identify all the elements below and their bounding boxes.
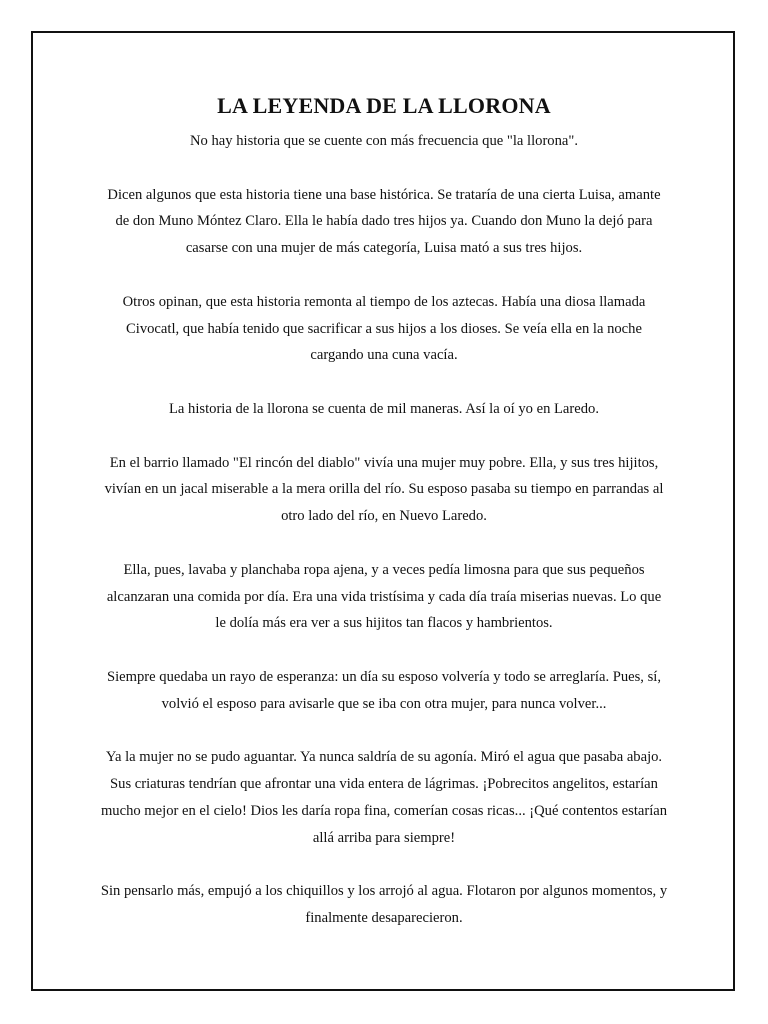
document-body [100,128,668,932]
paragraph-intro: No hay historia que se cuente con más frecuencia que "la llorona". [190,133,578,149]
paragraph-esperanza: Siempre quedaba un rayo de esperanza: un día su esposo volvería y todo se arreglaría. Pues, sí, volvió el esposo para avisarle que se iba con otra mujer, para nunca volver... [107,668,661,712]
paragraph-barrio: En el barrio llamado "El rincón del diablo" vivía una mujer muy pobre. Ella, y sus tres hijitos, vivían en un jacal miserable a la mera orilla del río. Su esposo pasaba su tiempo en parrandas al otro lado del río, en Nuevo Laredo. [104,454,664,525]
document-title: LA LEYENDA DE LA LLORONA [217,93,551,118]
paragraph-final: Sin pensarlo más, empujó a los chiquillos y los arrojó al agua. Flotaron por algunos momentos, y finalmente desaparecieron. [100,883,668,927]
paragraph-agonia: Ya la mujer no se pudo aguantar. Ya nunca saldría de su agonía. Miró el agua que pasaba abajo. Sus criaturas tendrían que afrontar una vida entera de lágrimas. ¡Pobrecitos angelitos, estarían mucho mejor en el cielo! Dios les daría ropa fina, comerían cosas ricas... ¡Qué contentos estarían allá arriba para siempre! [100,749,668,846]
paragraph-lavaba: Ella, pues, lavaba y planchaba ropa ajena, y a veces pedía limosna para que sus pequeños alcanzaran una comida por día. Era una vida tristísima y cada día traía miserias nuevas. Lo que le dolía más era ver a sus hijitos tan flacos y hambrientos. [106,561,662,632]
paragraph-aztecas: Otros opinan, que esta historia remonta al tiempo de los aztecas. Había una diosa llamada Civocatl, que había tenido que sacrificar a sus hijos a los dioses. Se veía ella en la noche cargando una cuna vacía. [122,293,646,364]
paragraph-luisa: Dicen algunos que esta historia tiene una base histórica. Se trataría de una cierta Luisa, amante de don Muno Móntez Claro. Ella le había dado tres hijos ya. Cuando don Muno la dejó para casarse con una mujer de más categoría, Luisa mató a sus tres hijos. [107,186,661,257]
paragraph-laredo: La historia de la llorona se cuenta de mil maneras. Así la oí yo en Laredo. [169,400,599,417]
